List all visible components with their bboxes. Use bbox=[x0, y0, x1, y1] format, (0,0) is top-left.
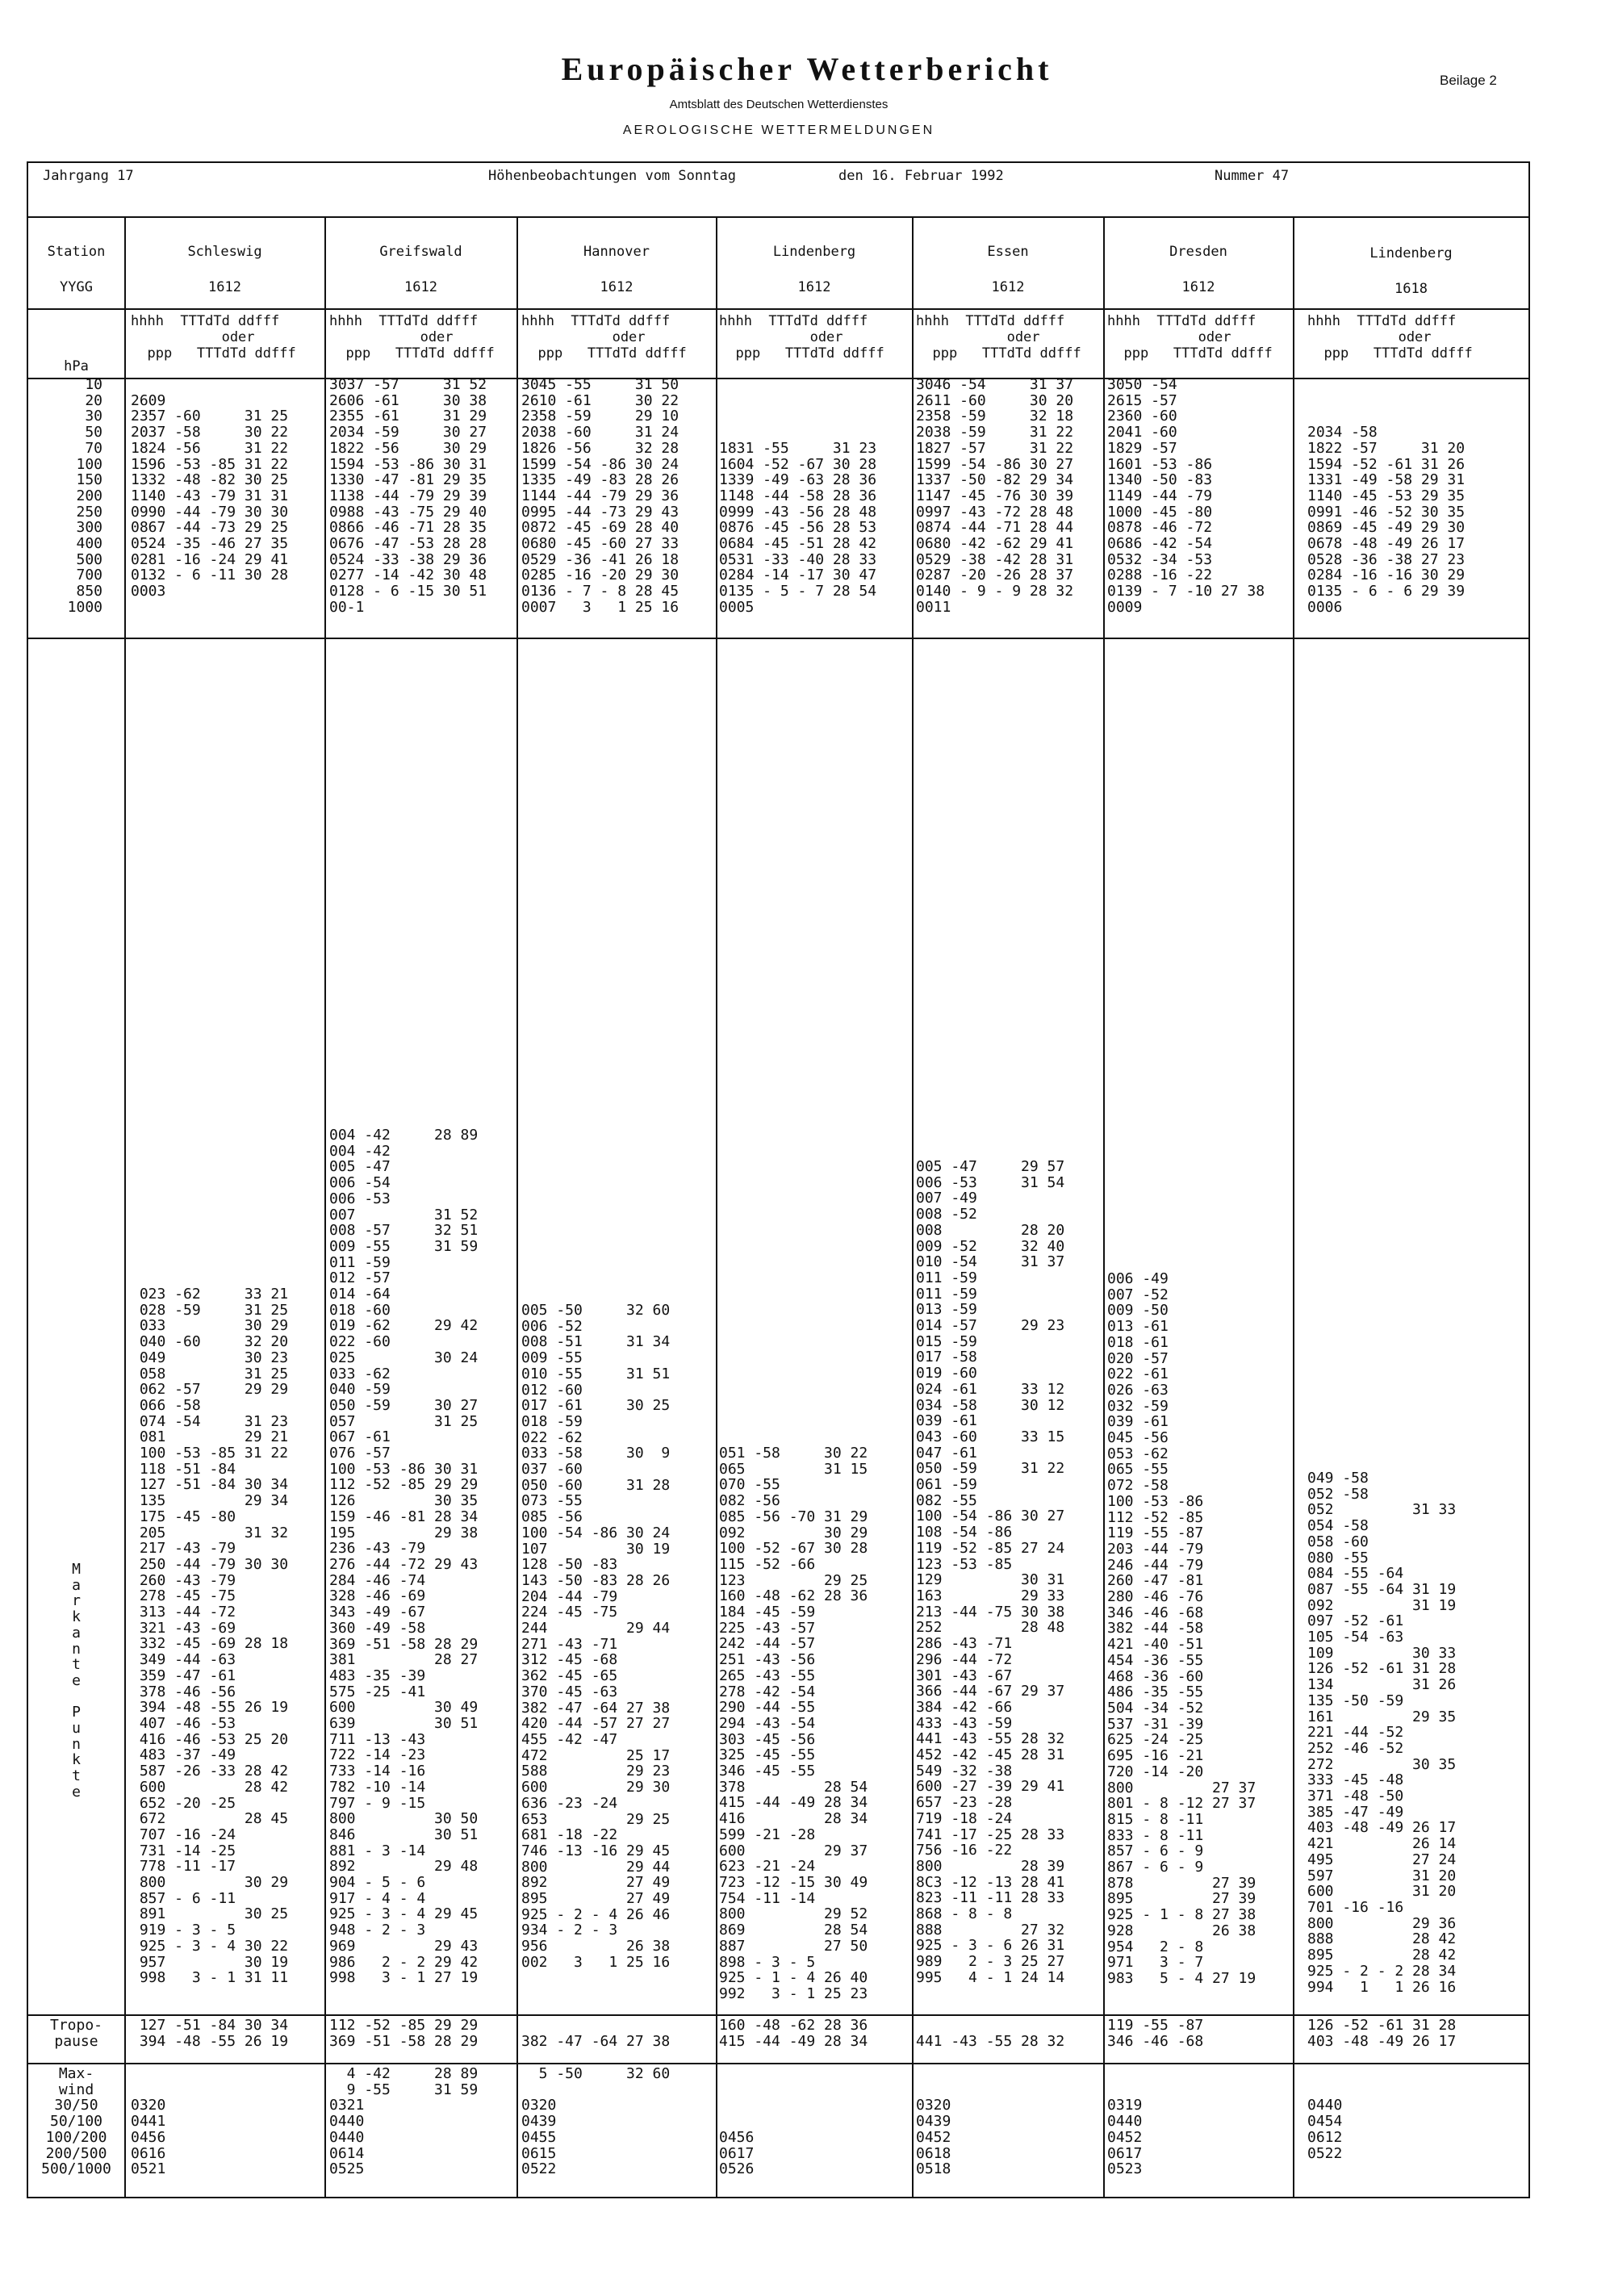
hpa-header: hPa bbox=[64, 358, 89, 374]
station-time: 1618 bbox=[1394, 281, 1428, 297]
station-name: Essen bbox=[987, 244, 1029, 260]
max-wind-data: 0440 0454 0612 0522 bbox=[1307, 2097, 1343, 2162]
station-name: Greifswald bbox=[379, 244, 462, 260]
significant-points-data: 005 -50 32 60 006 -52 008 -51 31 34 009 -55 010 -55 31 51 012 -60 017 -61 30 25 018 -59 022 -62 033 -58 30 9 037 -60 050 -60 31 28 073 -55 085 -56 100 -54 -86 30 24 107 30 19 128 -50 -83 143 -50 -83 28 26 204 -44 -79 224 -45 -75 244 29 44 271 -43 -71 312 -45 -68 362 -45 -65 370 -45 -63 382 -47 -64 27 38 420 -44 -57 27 27 455 -42 -47 472 25 17 588 29 23 600 29 30 636 -23 -24 653 29 25 681 -18 -22 746 -13 -16 29 45 800 29 44 892 27 49 895 27 49 925 - 2 - 4 26 46 934 - 2 - 3 956 26 38 002 3 1 25 16 bbox=[521, 1302, 671, 1971]
page-title: Europäischer Wetterbericht bbox=[561, 51, 1053, 87]
standard-level-data: 3046 -54 31 37 2611 -60 30 20 2358 -59 32 18 2038 -59 31 22 1827 -57 31 22 1599 -54 -86 30 27 1337 -50 -82 29 34 1147 -45 -76 30 39 0997 -43 -72 28 48 0874 -44 -71 28 44 0680 -42 -62 29 41 0529 -38 -42 28 31 0287 -20 -26 28 37 0140 - 9 - 9 28 32 0011 bbox=[916, 376, 1074, 616]
max-wind-label: Max- wind 30/50 50/100 100/200 200/500 500/1000 bbox=[41, 2065, 111, 2178]
column-divider bbox=[716, 217, 717, 2198]
header-rule bbox=[28, 216, 1528, 218]
section-heading: AEROLOGISCHE WETTERMELDUNGEN bbox=[622, 123, 935, 137]
tropopause-data: 382 -47 -64 27 38 bbox=[521, 2032, 671, 2050]
station-time: 1612 bbox=[600, 279, 633, 295]
column-code-header: hhhh TTTdTd ddfff oder ppp TTTdTd ddfff bbox=[719, 313, 884, 362]
volume-label: Jahrgang 17 bbox=[43, 168, 134, 184]
standard-level-data: 3045 -55 31 50 2610 -61 30 22 2358 -59 29 10 2038 -60 31 24 1826 -56 32 28 1599 -54 -86 30 24 1335 -49 -83 28 26 1144 -44 -79 29 36 0995 -44 -73 29 43 0872 -45 -69 28 40 0680 -45 -60 27 33 0529 -36 -41 26 18 0285 -16 -20 29 30 0136 - 7 - 8 28 45 0007 3 1 25 16 bbox=[521, 376, 679, 616]
significant-points-data: 004 -42 28 89 004 -42 005 -47 006 -54 006 -53 007 31 52 008 -57 32 51 009 -55 31 59 011 -59 012 -57 014 -64 018 -60 019 -62 29 42 022 -60 025 30 24 033 -62 040 -59 050 -59 30 27 057 31 25 067 -61 076 -57 100 -53 -86 30 31 112 -52 -85 29 29 126 30 35 159 -46 -81 28 34 195 29 38 236 -43 -79 276 -44 -72 29 43 284 -46 -74 328 -46 -69 343 -49 -67 360 -49 -58 369 -51 -58 28 29 381 28 27 483 -35 -39 575 -25 -41 600 30 49 639 30 51 711 -13 -43 722 -14 -23 733 -14 -16 782 -10 -14 797 - 9 -15 800 30 50 846 30 51 881 - 3 -14 892 29 48 904 - 5 - 6 917 - 4 - 4 925 - 3 - 4 29 45 948 - 2 - 3 969 29 43 986 2 - 2 29 42 998 3 - 1 27 19 bbox=[329, 1127, 479, 1987]
significant-points-data: 023 -62 33 21 028 -59 31 25 033 30 29 040 -60 32 20 049 30 23 058 31 25 062 -57 29 29 066 -58 074 -54 31 23 081 29 21 100 -53 -85 31 22 118 -51 -84 127 -51 -84 30 34 135 29 34 175 -45 -80 205 31 32 217 -43 -79 250 -44 -79 30 30 260 -43 -79 278 -45 -75 313 -44 -72 321 -43 -69 332 -45 -69 28 18 349 -44 -63 359 -47 -61 378 -46 -56 394 -48 -55 26 19 407 -46 -53 416 -46 -53 25 20 483 -37 -49 587 -26 -33 28 42 600 28 42 652 -20 -25 672 28 45 707 -16 -24 731 -14 -25 778 -11 -17 800 30 29 857 - 6 -11 891 30 25 919 - 3 - 5 925 - 3 - 4 30 22 957 30 19 998 3 - 1 31 11 bbox=[139, 1286, 289, 1987]
station-time: 1612 bbox=[1181, 279, 1215, 295]
station-name: Dresden bbox=[1169, 244, 1227, 260]
column-code-header: hhhh TTTdTd ddfff oder ppp TTTdTd ddfff bbox=[131, 313, 296, 362]
column-divider bbox=[912, 217, 914, 2198]
column-divider bbox=[1103, 217, 1105, 2198]
max-wind-data: 5 -50 32 60 0320 0439 0455 0615 0522 bbox=[521, 2065, 671, 2178]
station-time: 1612 bbox=[404, 279, 437, 295]
station-time: 1612 bbox=[797, 279, 831, 295]
yygg-header: YYGG bbox=[60, 279, 93, 295]
max-wind-data: 4 -42 28 89 9 -55 31 59 0321 0440 0440 0614 0525 bbox=[329, 2065, 479, 2178]
pressure-levels: 10 20 30 50 70 100 150 200 250 300 400 500 700 850 1000 bbox=[67, 376, 102, 616]
station-header: Station bbox=[47, 244, 106, 260]
max-wind-data: 0320 0439 0452 0618 0518 bbox=[916, 2097, 951, 2178]
station-name: Lindenberg bbox=[1369, 245, 1453, 261]
tropopause-data: 160 -48 -62 28 36 415 -44 -49 28 34 bbox=[719, 2017, 868, 2050]
significant-points-data: 006 -49 007 -52 009 -50 013 -61 018 -61 020 -57 022 -61 026 -63 032 -59 039 -61 045 -56 053 -62 065 -55 072 -58 100 -53 -86 112 -52 -85 119 -55 -87 203 -44 -79 246 -44 -79 260 -47 -81 280 -46 -76 346 -46 -68 382 -44 -58 421 -40 -51 454 -36 -55 468 -36 -60 486 -35 -55 504 -34 -52 537 -31 -39 625 -24 -25 695 -16 -21 720 -14 -20 800 27 37 801 - 8 -12 27 37 815 - 8 -11 833 - 8 -11 857 - 6 - 9 867 - 6 - 9 878 27 39 895 27 39 925 - 1 - 8 27 38 928 26 38 954 2 - 8 971 3 - 7 983 5 - 4 27 19 bbox=[1107, 1270, 1256, 1987]
standard-level-data: 2609 2357 -60 31 25 2037 -58 30 22 1824 -56 31 22 1596 -53 -85 31 22 1332 -48 -82 30 25 1140 -43 -79 31 31 0990 -44 -79 30 30 0867 -44 -73 29 25 0524 -35 -46 27 35 0281 -16 -24 29 41 0132 - 6 -11 30 28 0003 bbox=[131, 391, 289, 600]
observation-label: Höhenbeobachtungen vom Sonntag bbox=[488, 168, 737, 184]
column-divider bbox=[124, 217, 126, 2198]
tropopause-data: 126 -52 -61 31 28 403 -48 -49 26 17 bbox=[1307, 2017, 1457, 2050]
standard-levels-rule bbox=[28, 638, 1528, 639]
significant-points-label: M a r k a n t e P u n k t e bbox=[72, 1561, 81, 1800]
tropopause-data: 119 -55 -87 346 -46 -68 bbox=[1107, 2017, 1204, 2050]
significant-points-data: 051 -58 30 22 065 31 15 070 -55 082 -56 085 -56 -70 31 29 092 30 29 100 -52 -67 30 28 115 -52 -66 123 29 25 160 -48 -62 28 36 184 -45 -59 225 -43 -57 242 -44 -57 251 -43 -56 265 -43 -55 278 -42 -54 290 -44 -55 294 -43 -54 303 -45 -56 325 -45 -55 346 -45 -55 378 28 54 415 -44 -49 28 34 416 28 34 599 -21 -28 600 29 37 623 -21 -24 723 -12 -15 30 49 754 -11 -14 800 29 52 869 28 54 887 27 50 898 - 3 - 5 925 - 1 - 4 26 40 992 3 - 1 25 23 bbox=[719, 1445, 868, 2002]
column-code-header: hhhh TTTdTd ddfff oder ppp TTTdTd ddfff bbox=[521, 313, 687, 362]
column-code-header: hhhh TTTdTd ddfff oder ppp TTTdTd ddfff bbox=[916, 313, 1081, 362]
date-label: den 16. Februar 1992 bbox=[838, 168, 1004, 184]
standard-level-data: 2034 -58 1822 -57 31 20 1594 -52 -61 31 26 1331 -49 -58 29 31 1140 -45 -53 29 35 0991 -46 -52 30 35 0869 -45 -49 29 30 0678 -48 -49 26 17 0528 -36 -38 27 23 0284 -16 -16 30 29 0135 - 6 - 6 29 39 0006 bbox=[1307, 424, 1466, 616]
significant-points-data: 049 -58 052 -58 052 31 33 054 -58 058 -60 080 -55 084 -55 -64 087 -55 -64 31 19 092 31 19 097 -52 -61 105 -54 -63 109 30 33 126 -52 -61 31 28 134 31 26 135 -50 -59 161 29 35 221 -44 -52 252 -46 -52 272 30 35 333 -45 -48 371 -48 -50 385 -47 -49 403 -48 -49 26 17 421 26 14 495 27 24 597 31 20 600 31 20 701 -16 -16 800 29 36 888 28 42 895 28 42 925 - 2 - 2 28 34 994 1 1 26 16 bbox=[1307, 1470, 1457, 1996]
station-time: 1612 bbox=[208, 279, 241, 295]
column-code-header: hhhh TTTdTd ddfff oder ppp TTTdTd ddfff bbox=[1107, 313, 1273, 362]
significant-points-data: 005 -47 29 57 006 -53 31 54 007 -49 008 -52 008 28 20 009 -52 32 40 010 -54 31 37 011 -59 011 -59 013 -59 014 -57 29 23 015 -59 017 -58 019 -60 024 -61 33 12 034 -58 30 12 039 -61 043 -60 33 15 047 -61 050 -59 31 22 061 -59 082 -55 100 -54 -86 30 27 108 -54 -86 119 -52 -85 27 24 123 -53 -85 129 30 31 163 29 33 213 -44 -75 30 38 252 28 48 286 -43 -71 296 -44 -72 301 -43 -67 366 -44 -67 29 37 384 -42 -66 433 -43 -59 441 -43 -55 28 32 452 -42 -45 28 31 549 -32 -38 600 -27 -39 29 41 657 -23 -28 719 -18 -24 741 -17 -25 28 33 756 -16 -22 800 28 39 8C3 -12 -13 28 41 823 -11 -11 28 33 868 - 8 - 8 888 27 32 925 - 3 - 6 26 31 989 2 - 3 25 27 995 4 - 1 24 14 bbox=[916, 1158, 1065, 1986]
tropopause-rule bbox=[28, 2063, 1528, 2064]
column-divider bbox=[1293, 217, 1294, 2198]
station-name: Lindenberg bbox=[772, 244, 856, 260]
column-code-header: hhhh TTTdTd ddfff oder ppp TTTdTd ddfff bbox=[329, 313, 495, 362]
standard-level-data: 3050 -54 2615 -57 2360 -60 2041 -60 1829 -57 1601 -53 -86 1340 -50 -83 1149 -44 -79 1000 -45 -80 0878 -46 -72 0686 -42 -54 0532 -34 -53 0288 -16 -22 0139 - 7 -10 27 38 0009 bbox=[1107, 376, 1265, 616]
standard-level-data: 1831 -55 31 23 1604 -52 -67 30 28 1339 -49 -63 28 36 1148 -44 -58 28 36 0999 -43 -56 28 48 0876 -45 -56 28 53 0684 -45 -51 28 42 0531 -33 -40 28 33 0284 -14 -17 30 47 0135 - 5 - 7 28 54 0005 bbox=[719, 439, 877, 616]
max-wind-data: 0319 0440 0452 0617 0523 bbox=[1107, 2097, 1143, 2178]
column-code-header: hhhh TTTdTd ddfff oder ppp TTTdTd ddfff bbox=[1307, 313, 1473, 362]
max-wind-data: 0320 0441 0456 0616 0521 bbox=[131, 2097, 166, 2178]
column-divider bbox=[516, 217, 518, 2198]
page-subtitle: Amtsblatt des Deutschen Wetterdienstes bbox=[669, 98, 889, 111]
tropopause-data: 112 -52 -85 29 29 369 -51 -58 28 29 bbox=[329, 2017, 479, 2050]
tropopause-data: 127 -51 -84 30 34 394 -48 -55 26 19 bbox=[139, 2017, 289, 2050]
tropopause-label: Tropo- pause bbox=[49, 2017, 103, 2050]
column-divider bbox=[324, 217, 326, 2198]
tropopause-data: 441 -43 -55 28 32 bbox=[916, 2032, 1065, 2050]
observation-table bbox=[27, 161, 1530, 2198]
station-name: Schleswig bbox=[187, 244, 262, 260]
station-time: 1612 bbox=[991, 279, 1025, 295]
station-name: Hannover bbox=[583, 244, 650, 260]
significant-points-rule bbox=[28, 2014, 1528, 2016]
issue-number: Nummer 47 bbox=[1215, 168, 1290, 184]
standard-level-data: 3037 -57 31 52 2606 -61 30 38 2355 -61 31 29 2034 -59 30 27 1822 -56 30 29 1594 -53 -86 30 31 1330 -47 -81 29 35 1138 -44 -79 29 39 0988 -43 -75 29 40 0866 -46 -71 28 35 0676 -47 -53 28 28 0524 -33 -38 29 36 0277 -14 -42 30 48 0128 - 6 -15 30 51 00-1 bbox=[329, 376, 487, 616]
max-wind-data: 0456 0617 0526 bbox=[719, 2128, 755, 2178]
station-rule bbox=[28, 308, 1528, 310]
supplement-label: Beilage 2 bbox=[1440, 73, 1497, 88]
